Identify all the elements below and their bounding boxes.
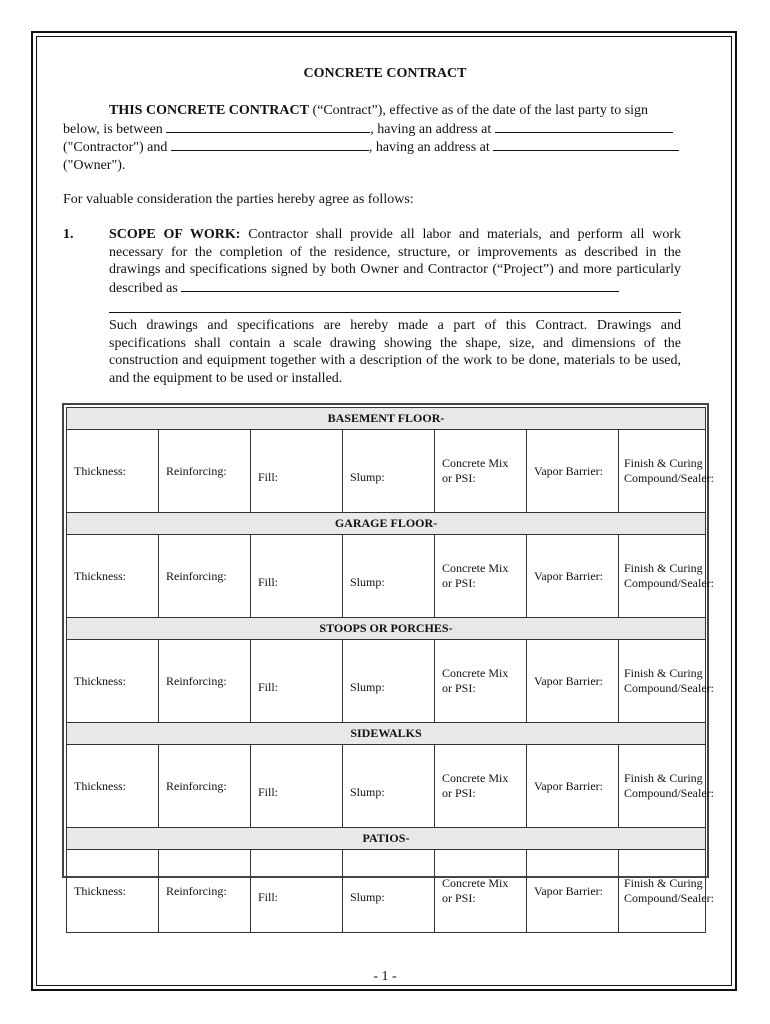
section-heading: SCOPE OF WORK:: [109, 227, 241, 242]
thickness-field[interactable]: Thickness:: [67, 850, 159, 933]
vapor-barrier-field[interactable]: Vapor Barrier:: [527, 850, 619, 933]
concrete-mix-field[interactable]: Concrete Mix or PSI:: [435, 745, 527, 828]
section-heading-row: STOOPS OR PORCHES-: [67, 618, 706, 640]
project-description-line-2[interactable]: [109, 295, 681, 313]
concrete-mix-field[interactable]: Concrete Mix or PSI:: [435, 640, 527, 723]
slump-field[interactable]: Slump:: [343, 745, 435, 828]
thickness-field[interactable]: Thickness:: [67, 430, 159, 513]
finish-field[interactable]: Finish & Curing Compound/Sealer:: [619, 850, 706, 933]
section-number: 1.: [63, 227, 74, 242]
intro-line3-a: ("Contractor") and: [63, 140, 171, 155]
finish-field[interactable]: Finish & Curing Compound/Sealer:: [619, 430, 706, 513]
owner-address-blank[interactable]: [493, 138, 679, 151]
section-heading-row: SIDEWALKS: [67, 723, 706, 745]
fill-field[interactable]: Fill:: [251, 850, 343, 933]
section-heading-row: GARAGE FLOOR-: [67, 513, 706, 535]
thickness-field[interactable]: Thickness:: [67, 640, 159, 723]
intro-line4: ("Owner").: [63, 157, 126, 173]
reinforcing-field[interactable]: Reinforcing:: [159, 850, 251, 933]
consideration-text: For valuable consideration the parties hereby agree as follows:: [63, 192, 414, 207]
slump-field[interactable]: Slump:: [343, 850, 435, 933]
thickness-field[interactable]: Thickness:: [67, 535, 159, 618]
intro-line2-b: , having an address at: [370, 121, 495, 137]
section-text: Contractor shall provide all labor and materials, and perform all work necessary for the completion of the residence, structure, or improvements as described in the drawings and specifications signed by both Owner and Contractor (“Project”) and more particularly described as: [109, 227, 681, 296]
reinforcing-field[interactable]: Reinforcing:: [159, 430, 251, 513]
fill-field[interactable]: Fill:: [251, 535, 343, 618]
slump-field[interactable]: Slump:: [343, 640, 435, 723]
section-heading-row: PATIOS-: [67, 828, 706, 850]
intro-line1: (“Contract”), effective as of the date of the last party to sign: [308, 103, 649, 118]
vapor-barrier-field[interactable]: Vapor Barrier:: [527, 535, 619, 618]
contractor-address-blank[interactable]: [495, 120, 673, 133]
section-heading-row: BASEMENT FLOOR-: [67, 408, 706, 430]
vapor-barrier-field[interactable]: Vapor Barrier:: [527, 640, 619, 723]
concrete-mix-field[interactable]: Concrete Mix or PSI:: [435, 535, 527, 618]
slump-field[interactable]: Slump:: [343, 535, 435, 618]
fill-field[interactable]: Fill:: [251, 640, 343, 723]
finish-field[interactable]: Finish & Curing Compound/Sealer:: [619, 745, 706, 828]
project-description-blank[interactable]: [181, 279, 619, 292]
finish-field[interactable]: Finish & Curing Compound/Sealer:: [619, 640, 706, 723]
concrete-mix-field[interactable]: Concrete Mix or PSI:: [435, 430, 527, 513]
intro-line2-a: below, is between: [63, 121, 167, 137]
vapor-barrier-field[interactable]: Vapor Barrier:: [527, 745, 619, 828]
reinforcing-field[interactable]: Reinforcing:: [159, 535, 251, 618]
slump-field[interactable]: Slump:: [343, 430, 435, 513]
specification-table: [62, 403, 714, 905]
reinforcing-field[interactable]: Reinforcing:: [159, 640, 251, 723]
document-title: CONCRETE CONTRACT: [303, 66, 467, 81]
intro-line3-b: , having an address at: [368, 140, 494, 155]
concrete-mix-field[interactable]: Concrete Mix or PSI:: [435, 850, 527, 933]
fill-field[interactable]: Fill:: [251, 430, 343, 513]
finish-field[interactable]: Finish & Curing Compound/Sealer:: [619, 535, 706, 618]
reinforcing-field[interactable]: Reinforcing:: [159, 745, 251, 828]
contractor-name-blank[interactable]: [166, 120, 370, 133]
thickness-field[interactable]: Thickness:: [67, 745, 159, 828]
vapor-barrier-field[interactable]: Vapor Barrier:: [527, 430, 619, 513]
owner-name-blank[interactable]: [171, 138, 369, 151]
fill-field[interactable]: Fill:: [251, 745, 343, 828]
page-number: - 1 -: [373, 969, 397, 984]
intro-bold-lead: THIS CONCRETE CONTRACT: [109, 103, 309, 118]
section-after-text: Such drawings and specifications are hereby made a part of this Contract. Drawings and specifications shall contain a scale drawing showing the shape, size, and dimensions of the construction and equipment together with a description of the work to be done, materials to be used, and the equipment to be used or installed.: [109, 318, 681, 386]
intro-paragraph: [63, 102, 703, 174]
